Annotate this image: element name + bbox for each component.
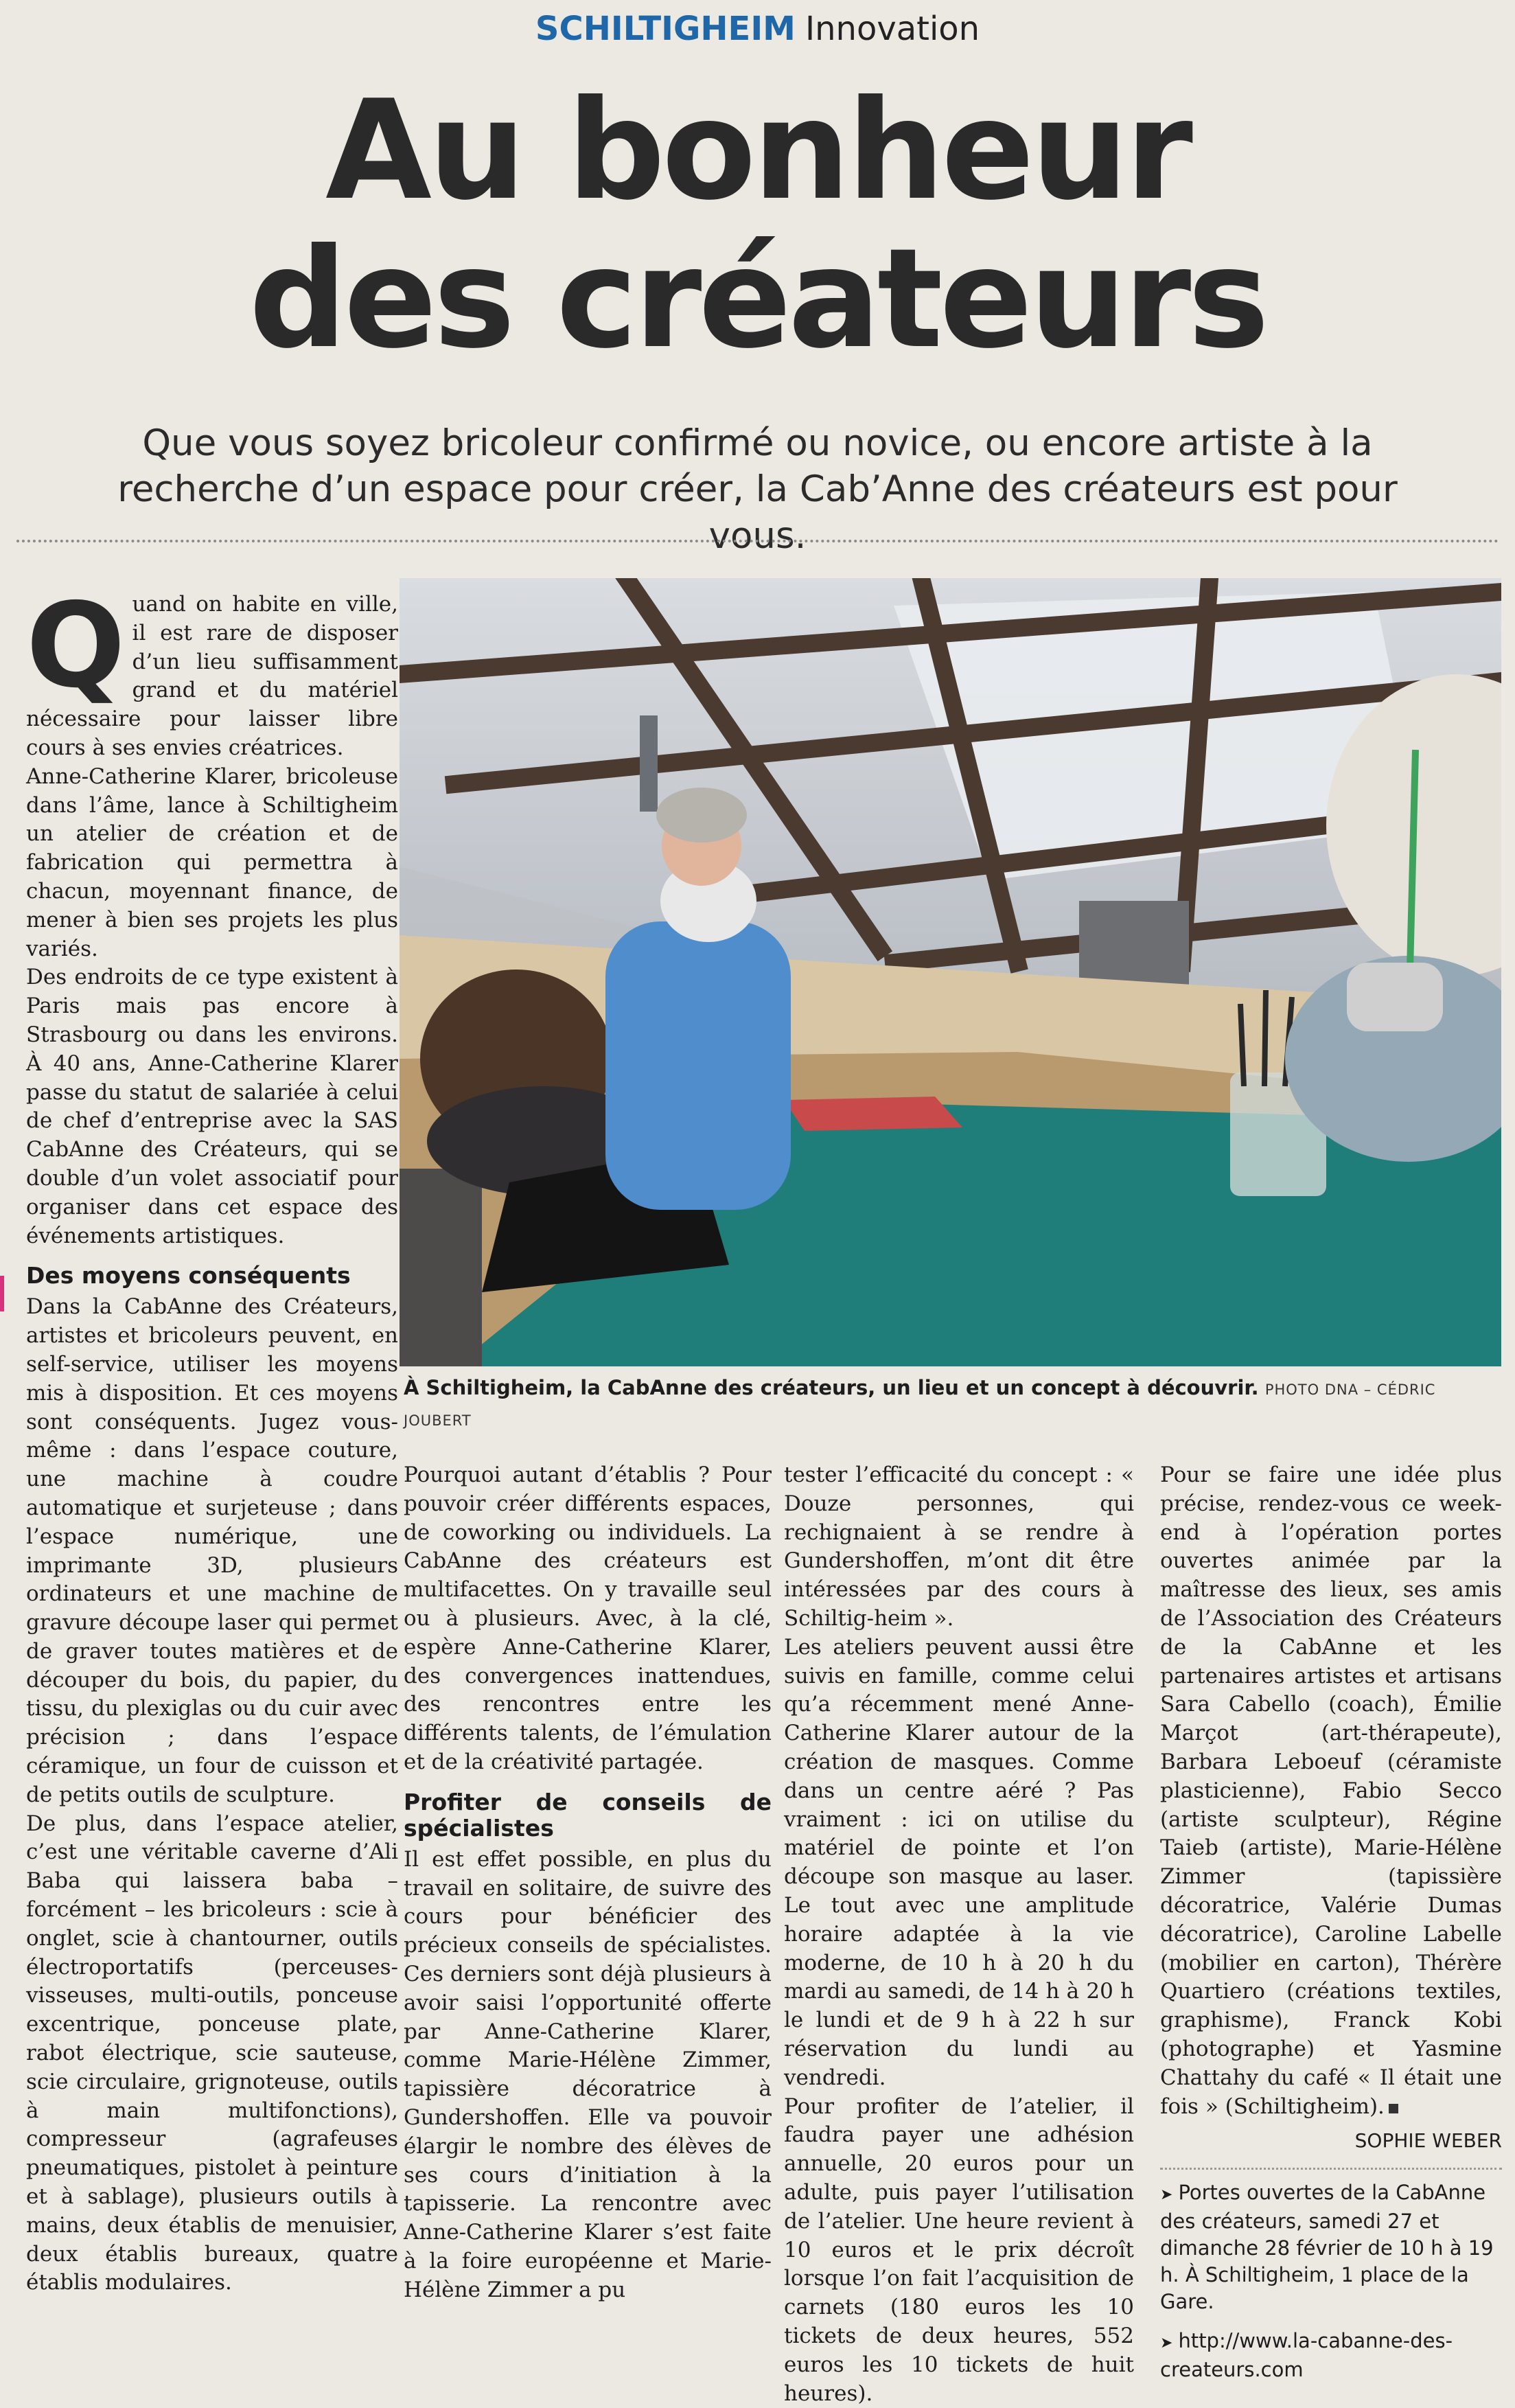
rubric <box>0 10 1515 48</box>
photo-credit: PHOTO DNA – CÉDRIC JOUBERT <box>404 1381 1436 1429</box>
arrow-icon: ➤ <box>1160 2335 1173 2352</box>
paragraph: Les ateliers peuvent aussi être suivis en famille, comme celui qu’a récemment mené Anne-Catherine Klarer autour de la création de masques. Comme dans un centre aéré ? Pas vraiment : ici on utilise du matériel de pointe et l’on découpe son masque au laser. Le tout avec une amplitude horaire adaptée à la vie moderne, de 10 h à 20 h du mardi au samedi, de 14 h à 20 h le lundi et de 9 h à 22 h sur réservation du lundi au vendredi. <box>784 1634 1134 2090</box>
caption-text: À Schiltigheim, la CabAnne des créateurs, un lieu et un concept à découvrir. <box>404 1376 1259 1399</box>
photo-caption <box>404 1373 1501 1435</box>
article-column-3 <box>784 1461 1134 2408</box>
dotted-divider <box>16 540 1499 542</box>
website-link[interactable]: http://www.la-cabanne-des-createurs.com <box>1160 2329 1453 2382</box>
subheading: Des moyens conséquents <box>26 1262 351 1289</box>
rubric-city: SCHILTIGHEIM <box>535 10 796 48</box>
paragraph: Il est effet possible, en plus du travail en solitaire, de suivre des cours pour bénéficier des précieux conseils de spécialistes. Ces derniers sont déjà plusieurs à avoir saisi l’opportunité offerte par Anne-Catherine Klarer, comme Marie-Hélène Zimmer, tapissière décoratrice à Gundershoffen. Elle va pouvoir élargir le nombre des élèves de ses cours d’initiation à la tapisserie. La rencontre avec Anne-Catherine Klarer s’est faite à la foire européenne et Marie-Hélène Zimmer a pu <box>404 1846 772 2302</box>
info-item-website[interactable] <box>1160 2328 1502 2383</box>
paragraph: De plus, dans l’espace atelier, c’est une véritable caverne d’Ali Baba qui laissera baba – forcément – les bricoleurs : scie à onglet, scie à chantourner, outils électroportatifs (perceuses-visseuses, multi-outils, ponceuse excentrique, ponceuse plate, rabot électrique, scie sauteuse, scie circulaire, grignoteuse, outils à main multifonctions), compresseur (agrafeuses pneumatiques, pistolet à peinture et à sablage), plusieurs outils à mains, deux établis de menuisier, deux établis bureaux, quatre établis modulaires. <box>26 1811 398 2295</box>
paragraph: Dans la CabAnne des Créateurs, artistes et bricoleurs peuvent, en self-service, utiliser les moyens mis à disposition. Et ces moyens sont conséquents. Jugez vous-même : dans l’espace couture, une machine à coudre automatique et surjeteuse ; dans l’espace numérique, une imprimante 3D, plusieurs ordinateurs et une machine de gravure découpe laser qui permet de graver toutes matières et de découper du bois, du papier, du tissu, du plexiglas ou du cuir avec précision ; dans l’espace céramique, un four de cuisson et de petits outils de sculpture. <box>26 1294 398 1807</box>
drop-cap: Q <box>26 578 126 714</box>
headline <box>0 71 1515 379</box>
paragraph: Pour profiter de l’atelier, il faudra payer une adhésion annuelle, 20 euros pour un adulte, puis payer l’utilisation de l’atelier. Une heure revient à 10 euros et le prix décroît lorsque l’on fait l’acquisition de carnets (180 euros les 10 tickets de deux heures, 552 euros les 10 tickets de huit heures). <box>784 2094 1134 2406</box>
end-mark-icon <box>1389 2104 1398 2113</box>
paragraph: Anne-Catherine Klarer, bricoleuse dans l’âme, lance à Schiltigheim un atelier de création et de fabrication qui permettra à chacun, moyennant finance, de mener à bien ses projets les plus variés. <box>26 764 398 961</box>
article-column-2 <box>404 1461 772 2305</box>
intro-paragraph: Quand on habite en ville, il est rare de disposer d’un lieu suffisamment grand et du matériel nécessaire pour laisser libre cours à ses envies créatrices. <box>26 578 398 760</box>
subheading: Profiter de conseils de spécialistes <box>404 1788 772 1842</box>
headline-line-2: des créateurs <box>248 219 1267 379</box>
info-box <box>1160 2168 1502 2383</box>
article-column-4 <box>1160 1461 1502 2396</box>
article-photo <box>400 578 1501 1366</box>
arrow-icon: ➤ <box>1160 2186 1173 2204</box>
info-item-open-days: ➤ Portes ouvertes de la CabAnne des créateurs, samedi 27 et dimanche 28 février de 10 h à 19 h. À Schiltigheim, 1 place de la Gare. <box>1160 2181 1494 2314</box>
author-signature: SOPHIE WEBER <box>1354 2129 1502 2153</box>
headline-line-1: Au bonheur <box>325 71 1190 231</box>
lead-paragraph: Que vous soyez bricoleur confirmé ou novice, ou encore artiste à la recherche d’un espace pour créer, la Cab’Anne des créateurs est pour vous. <box>117 422 1398 557</box>
paragraph: tester l’efficacité du concept : « Douze personnes, qui rechignaient à se rendre à Gundershoffen, m’ont dit être intéressées par des cours à Schiltig-heim ». <box>784 1463 1134 1631</box>
paragraph: Pourquoi autant d’établis ? Pour pouvoir créer différents espaces, de coworking ou individuels. La CabAnne des créateurs est multifacettes. On y travaille seul ou à plusieurs. Avec, à la clé, espère Anne-Catherine Klarer, des convergences inattendues, des rencontres entre les différents talents, de l’émulation et de la créativité partagée. <box>404 1463 772 1774</box>
rubric-topic: Innovation <box>805 10 980 48</box>
article-column-1 <box>26 578 398 2297</box>
paragraph: Pour se faire une idée plus précise, rendez-vous ce week-end à l’opération portes ouvertes animée par la maîtresse des lieux, ses amis de l’Association des Créateurs de la CabAnne et les partenaires artistes et artisans Sara Cabello (coach), Émilie Marçot (art-thérapeute), Barbara Leboeuf (céramiste plasticienne), Fabio Secco (artiste sculpteur), Régine Taieb (artiste), Marie-Hélène Zimmer (tapissière décoratrice, Valérie Dumas décoratrice), Caroline Labelle (mobilier en carton), Thérère Quartiero (créations textiles, graphisme), Franck Kobi (photographe) et Yasmine Chattahy du café « Il était une fois » (Schiltigheim). <box>1160 1463 1502 2119</box>
margin-marker <box>0 1276 4 1311</box>
paragraph: Des endroits de ce type existent à Paris mais pas encore à Strasbourg ou dans les environs. À 40 ans, Anne-Catherine Klarer passe du statut de salariée à celui de chef d’entreprise avec la SAS CabAnne des Créateurs, qui se double d’un volet associatif pour organiser dans cet espace des événements artistiques. <box>26 965 398 1248</box>
